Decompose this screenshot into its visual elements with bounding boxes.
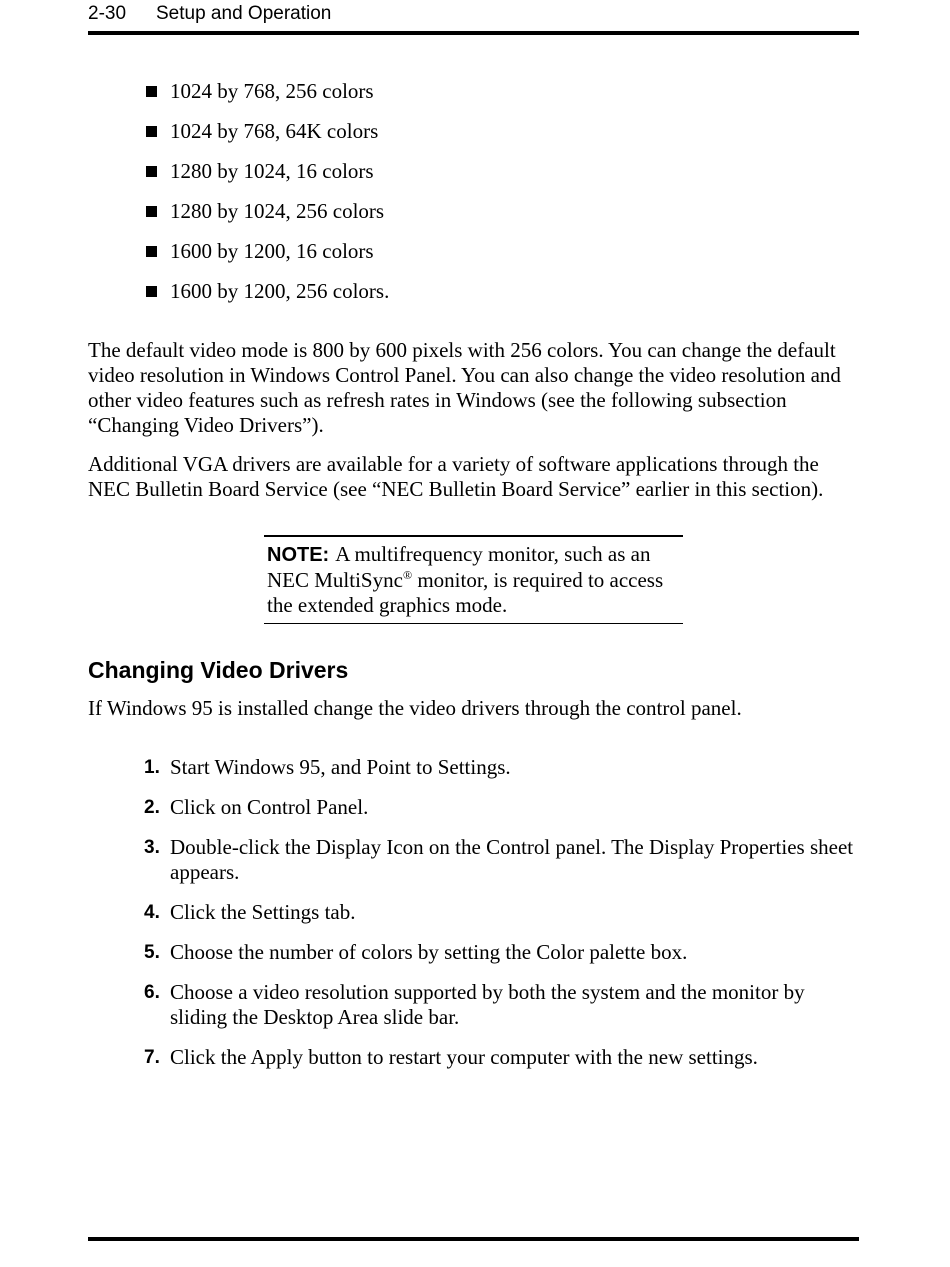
step-number: 3. <box>144 837 160 858</box>
step-item <box>144 940 864 965</box>
registered-mark: ® <box>402 568 413 582</box>
page-header <box>88 2 858 30</box>
step-number: 7. <box>144 1047 160 1068</box>
step-number: 2. <box>144 797 160 818</box>
step-item <box>144 755 864 780</box>
step-item <box>144 795 864 820</box>
bullet-square-icon <box>146 166 157 177</box>
step-number: 6. <box>144 982 160 1003</box>
step-text: Choose the number of colors by setting the Color palette box. <box>170 940 688 964</box>
list-item: 1600 by 1200, 16 colors <box>146 238 389 278</box>
section-heading: Changing Video Drivers <box>88 657 349 683</box>
bullet-square-icon <box>146 126 157 137</box>
note-text: A multifrequency monitor, such as an NEC MultiSync <box>267 542 651 592</box>
bullet-square-icon <box>146 206 157 217</box>
list-item: 1024 by 768, 256 colors <box>146 78 389 118</box>
list-item: 1280 by 1024, 256 colors <box>146 198 389 238</box>
step-item <box>144 1045 864 1070</box>
vga-drivers-paragraph: Additional VGA drivers are available for a variety of software applications through the NEC Bulletin Board Service (see “NEC Bulletin Board Service” earlier in this section). <box>88 452 824 501</box>
step-text: Click the Apply button to restart your computer with the new settings. <box>170 1045 758 1069</box>
default-video-mode-paragraph: The default video mode is 800 by 600 pixels with 256 colors. You can change the default video resolution in Windows Control Panel. You can also change the video resolution and other video features such as refresh rates in Windows (see the following subsection “Changing Video Drivers”). <box>88 338 841 437</box>
step-text: Choose a video resolution supported by both the system and the monitor by sliding the Desktop Area slide bar. <box>170 980 805 1029</box>
note-box <box>264 535 683 624</box>
header-rule <box>88 31 859 35</box>
step-number: 1. <box>144 757 160 778</box>
resolution-list <box>146 78 389 318</box>
footer-rule <box>88 1237 859 1241</box>
page-number: 2-30 <box>88 3 127 24</box>
step-number: 5. <box>144 942 160 963</box>
step-text: Click on Control Panel. <box>170 795 369 819</box>
list-item: 1600 by 1200, 256 colors. <box>146 278 389 318</box>
note-text-continued: monitor, is required to access the extended graphics mode. <box>267 568 664 617</box>
bullet-square-icon <box>146 286 157 297</box>
steps-list <box>144 755 864 1085</box>
step-text: Double-click the Display Icon on the Control panel. The Display Properties sheet appears. <box>170 835 854 884</box>
section-title: Setup and Operation <box>156 3 332 24</box>
note-label: NOTE: <box>267 544 330 566</box>
step-text: Start Windows 95, and Point to Settings. <box>170 755 511 779</box>
step-item <box>144 835 864 885</box>
bullet-square-icon <box>146 86 157 97</box>
list-item: 1280 by 1024, 16 colors <box>146 158 389 198</box>
list-item: 1024 by 768, 64K colors <box>146 118 389 158</box>
step-item <box>144 900 864 925</box>
step-item <box>144 980 864 1030</box>
section-intro: If Windows 95 is installed change the video drivers through the control panel. <box>88 696 742 720</box>
step-number: 4. <box>144 902 160 923</box>
step-text: Click the Settings tab. <box>170 900 356 924</box>
bullet-square-icon <box>146 246 157 257</box>
